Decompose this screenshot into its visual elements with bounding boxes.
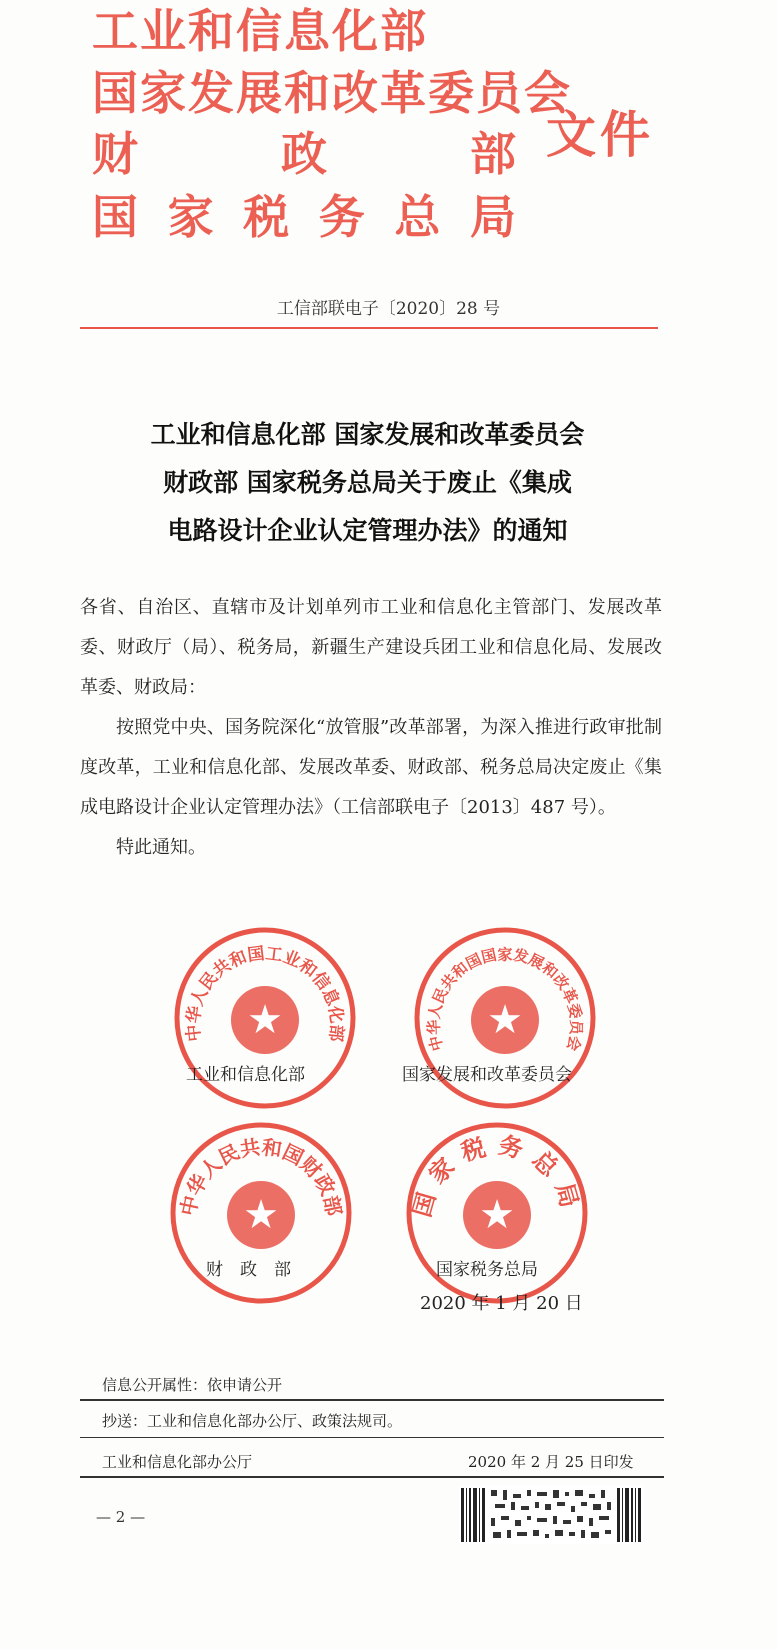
signer-miit: 工业和信息化部	[186, 1065, 305, 1085]
svg-text:中华人民共和国财政部: 中华人民共和国财政部	[175, 1134, 347, 1218]
cc-list: 抄送：工业和信息化部办公厅、政策法规司。	[102, 1412, 403, 1430]
issuer-mof: 财 政 部	[92, 127, 518, 181]
salutation: 各省、自治区、直辖市及计划单列市工业和信息化主管部门、发展改革委、财政厅（局）、税务局，新疆生产建设兵团工业和信息化局、发展改革委、财政局：	[80, 597, 662, 698]
signer-sat: 国家税务总局	[436, 1260, 538, 1280]
issuer-sat: 国 家 税 务 总 局	[92, 190, 518, 244]
footer-rule-bottom	[80, 1476, 664, 1478]
svg-text:国家税务总局: 国家税务总局	[407, 1130, 587, 1221]
disclosure-attribute: 信息公开属性：依申请公开	[102, 1376, 283, 1394]
issuer-ndrc: 国家发展和改革委员会	[92, 66, 572, 120]
red-divider	[80, 327, 658, 329]
main-paragraph: 按照党中央、国务院深化“放管服”改革部署，为深入推进行政审批制度改革，工业和信息化部、发展改革委、财政部、税务总局决定废止《集成电路设计企业认定管理办法》（工信部联电子〔2013〕487 号）。	[80, 717, 662, 818]
document-number: 工信部联电子〔2020〕28 号	[276, 299, 501, 319]
title-line-2: 财政部 国家税务总局关于废止《集成	[163, 468, 572, 497]
footer-rule-middle	[80, 1437, 664, 1438]
svg-text:★: ★	[247, 997, 283, 1043]
title-line-1: 工业和信息化部 国家发展和改革委员会	[150, 420, 585, 449]
issuer-miit: 工业和信息化部	[92, 4, 428, 58]
svg-text:★: ★	[243, 1192, 279, 1238]
document-type: 文件	[546, 106, 654, 164]
signer-mof: 财 政 部	[206, 1260, 291, 1280]
signer-ndrc: 国家发展和改革委员会	[402, 1065, 572, 1085]
closing: 特此通知。	[116, 837, 206, 858]
issuing-office: 工业和信息化部办公厅	[102, 1453, 253, 1471]
title-line-3: 电路设计企业认定管理办法》的通知	[167, 516, 568, 545]
sign-date: 2020 年 1 月 20 日	[420, 1293, 583, 1314]
svg-text:中华人民共和国工业和信息化部: 中华人民共和国工业和信息化部	[183, 943, 347, 1043]
svg-text:★: ★	[479, 1192, 515, 1238]
svg-text:中华人民共和国国家发展和改革委员会: 中华人民共和国国家发展和改革委员会	[424, 945, 586, 1053]
svg-text:★: ★	[487, 997, 523, 1043]
notice-body	[80, 588, 662, 868]
print-date: 2020 年 2 月 25 日印发	[468, 1453, 634, 1471]
footer-rule-top	[80, 1399, 664, 1401]
page-number: — 2 —	[96, 1508, 146, 1526]
barcode-icon	[459, 1486, 644, 1544]
